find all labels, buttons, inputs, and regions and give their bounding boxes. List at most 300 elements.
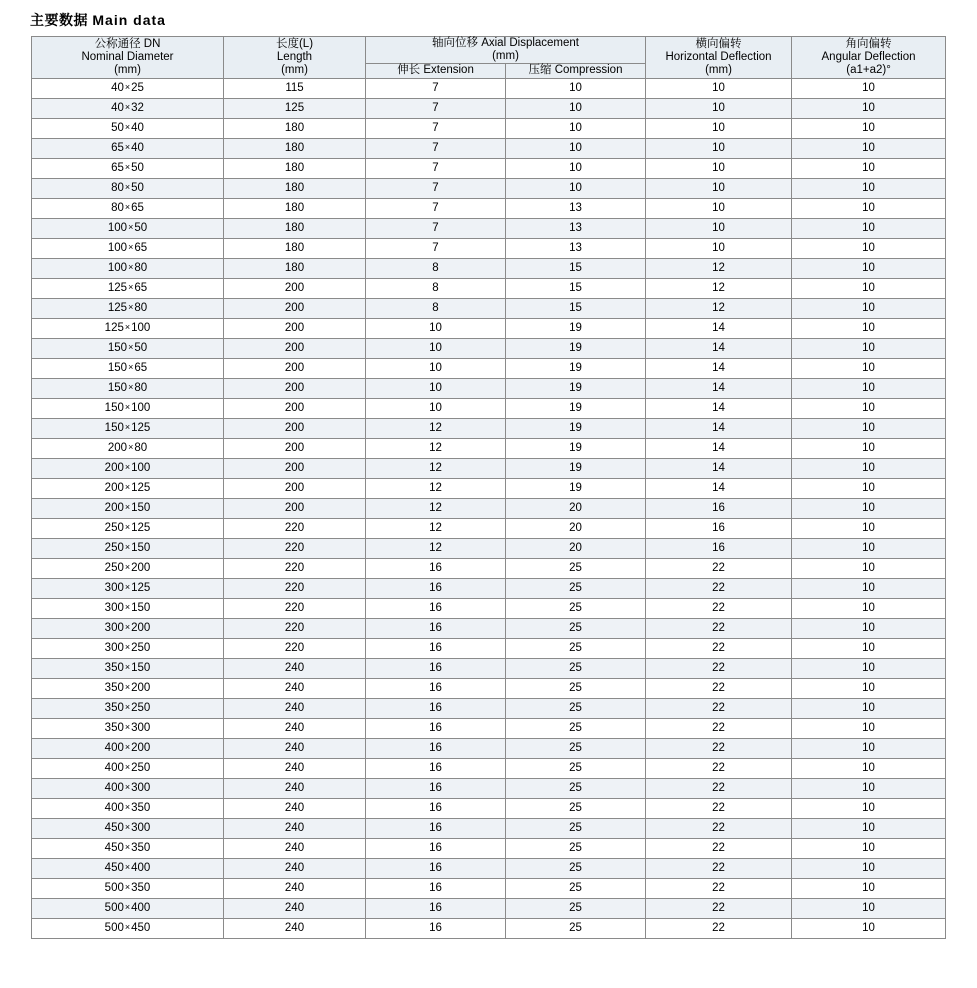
- cell-extension: 16: [366, 918, 506, 938]
- cell-extension: 7: [366, 158, 506, 178]
- cell-length: 200: [224, 498, 366, 518]
- table-row: [32, 638, 946, 658]
- cell-compression: 10: [506, 158, 646, 178]
- cell-nominal-diameter: [32, 838, 224, 858]
- multiply-icon: ×: [128, 361, 134, 372]
- cell-length: 240: [224, 838, 366, 858]
- header-horizontal-cn: 横向偏转: [695, 37, 742, 50]
- cell-length: 220: [224, 598, 366, 618]
- cell-horizontal-deflection: 12: [646, 258, 792, 278]
- dn-value-b: 50: [131, 161, 144, 174]
- cell-nominal-diameter: [32, 558, 224, 578]
- column-header-horizontal-deflection: [646, 37, 792, 79]
- page-title: [30, 10, 977, 30]
- dn-value-a: 250: [104, 521, 124, 534]
- cell-length: 240: [224, 678, 366, 698]
- multiply-icon: ×: [124, 501, 131, 512]
- cell-angular-deflection: 10: [792, 118, 946, 138]
- multiply-icon: ×: [124, 701, 131, 712]
- dn-value-b: 200: [131, 621, 151, 634]
- cell-extension: 16: [366, 678, 506, 698]
- dn-value-b: 200: [131, 561, 151, 574]
- cell-compression: 25: [506, 618, 646, 638]
- cell-extension: 10: [366, 378, 506, 398]
- cell-extension: 7: [366, 218, 506, 238]
- cell-length: 200: [224, 438, 366, 458]
- table-row: [32, 618, 946, 638]
- cell-nominal-diameter: [32, 398, 224, 418]
- multiply-icon: ×: [124, 401, 131, 412]
- cell-length: 240: [224, 778, 366, 798]
- cell-length: 220: [224, 558, 366, 578]
- dn-value-a: 100: [107, 241, 128, 254]
- multiply-icon: ×: [124, 641, 131, 652]
- dn-value-a: 350: [104, 681, 124, 694]
- dn-value-b: 40: [131, 121, 144, 134]
- cell-length: 240: [224, 738, 366, 758]
- cell-compression: 25: [506, 918, 646, 938]
- cell-horizontal-deflection: 22: [646, 618, 792, 638]
- cell-length: 240: [224, 718, 366, 738]
- cell-nominal-diameter: [32, 598, 224, 618]
- dn-value-a: 200: [104, 501, 124, 514]
- cell-compression: 25: [506, 778, 646, 798]
- dn-value-a: 150: [107, 361, 128, 374]
- cell-extension: 16: [366, 718, 506, 738]
- cell-extension: 12: [366, 458, 506, 478]
- cell-length: 180: [224, 218, 366, 238]
- dn-value-a: 100: [107, 261, 128, 274]
- cell-length: 180: [224, 258, 366, 278]
- cell-nominal-diameter: [32, 358, 224, 378]
- cell-extension: 16: [366, 658, 506, 678]
- table-row: [32, 358, 946, 378]
- dn-value-b: 300: [131, 781, 151, 794]
- cell-nominal-diameter: [32, 658, 224, 678]
- cell-angular-deflection: 10: [792, 858, 946, 878]
- dn-value-a: 300: [104, 641, 124, 654]
- cell-length: 240: [224, 898, 366, 918]
- cell-angular-deflection: 10: [792, 658, 946, 678]
- cell-length: 240: [224, 698, 366, 718]
- cell-extension: 7: [366, 178, 506, 198]
- dn-value-a: 65: [111, 141, 124, 154]
- multiply-icon: ×: [124, 121, 131, 132]
- cell-horizontal-deflection: 22: [646, 558, 792, 578]
- cell-length: 220: [224, 538, 366, 558]
- multiply-icon: ×: [128, 301, 134, 312]
- cell-length: 240: [224, 758, 366, 778]
- dn-value-b: 125: [131, 481, 151, 494]
- cell-nominal-diameter: [32, 318, 224, 338]
- cell-compression: 25: [506, 858, 646, 878]
- dn-value-a: 250: [104, 561, 124, 574]
- cell-length: 240: [224, 878, 366, 898]
- cell-angular-deflection: 10: [792, 598, 946, 618]
- multiply-icon: ×: [124, 81, 131, 92]
- cell-horizontal-deflection: 14: [646, 418, 792, 438]
- dn-value-b: 450: [131, 921, 151, 934]
- header-dn-unit: (mm): [114, 63, 141, 76]
- multiply-icon: ×: [128, 241, 134, 252]
- column-header-compression: 压缩 Compression: [506, 64, 646, 78]
- dn-value-b: 50: [131, 181, 144, 194]
- cell-angular-deflection: 10: [792, 818, 946, 838]
- cell-compression: 25: [506, 578, 646, 598]
- cell-extension: 16: [366, 638, 506, 658]
- multiply-icon: ×: [124, 661, 131, 672]
- cell-horizontal-deflection: 22: [646, 758, 792, 778]
- multiply-icon: ×: [124, 141, 131, 152]
- cell-angular-deflection: 10: [792, 498, 946, 518]
- cell-compression: 25: [506, 738, 646, 758]
- cell-length: 180: [224, 118, 366, 138]
- cell-angular-deflection: 10: [792, 398, 946, 418]
- multiply-icon: ×: [124, 581, 131, 592]
- cell-extension: 12: [366, 418, 506, 438]
- multiply-icon: ×: [124, 321, 131, 332]
- cell-compression: 15: [506, 298, 646, 318]
- cell-nominal-diameter: [32, 278, 224, 298]
- dn-value-b: 350: [131, 841, 151, 854]
- cell-compression: 25: [506, 558, 646, 578]
- cell-horizontal-deflection: 12: [646, 278, 792, 298]
- dn-value-a: 300: [104, 581, 124, 594]
- table-row: [32, 698, 946, 718]
- cell-angular-deflection: 10: [792, 298, 946, 318]
- cell-length: 200: [224, 278, 366, 298]
- column-header-length: [224, 37, 366, 79]
- cell-angular-deflection: 10: [792, 258, 946, 278]
- cell-nominal-diameter: [32, 878, 224, 898]
- cell-angular-deflection: 10: [792, 518, 946, 538]
- dn-value-b: 80: [134, 301, 148, 314]
- cell-horizontal-deflection: 22: [646, 718, 792, 738]
- cell-nominal-diameter: [32, 818, 224, 838]
- cell-compression: 25: [506, 678, 646, 698]
- cell-horizontal-deflection: 10: [646, 78, 792, 98]
- cell-angular-deflection: 10: [792, 618, 946, 638]
- cell-angular-deflection: 10: [792, 98, 946, 118]
- dn-value-a: 50: [111, 121, 124, 134]
- table-row: [32, 878, 946, 898]
- header-dn-cn: 公称通径 DN: [94, 37, 161, 50]
- cell-extension: 12: [366, 538, 506, 558]
- cell-length: 220: [224, 578, 366, 598]
- cell-length: 200: [224, 378, 366, 398]
- dn-value-a: 150: [107, 381, 128, 394]
- cell-length: 220: [224, 638, 366, 658]
- table-row: [32, 138, 946, 158]
- dn-value-b: 250: [131, 761, 151, 774]
- cell-compression: 20: [506, 498, 646, 518]
- table-row: [32, 538, 946, 558]
- dn-value-a: 350: [104, 661, 124, 674]
- cell-angular-deflection: 10: [792, 678, 946, 698]
- dn-value-a: 125: [107, 281, 128, 294]
- dn-value-b: 65: [131, 201, 144, 214]
- column-header-extension: 伸长 Extension: [366, 64, 506, 78]
- dn-value-a: 200: [107, 441, 128, 454]
- cell-angular-deflection: 10: [792, 838, 946, 858]
- dn-value-b: 125: [131, 421, 151, 434]
- dn-value-b: 300: [131, 721, 151, 734]
- cell-extension: 16: [366, 618, 506, 638]
- dn-value-b: 65: [134, 241, 148, 254]
- dn-value-b: 100: [131, 321, 151, 334]
- dn-value-a: 450: [104, 821, 124, 834]
- cell-compression: 20: [506, 518, 646, 538]
- cell-length: 180: [224, 178, 366, 198]
- cell-angular-deflection: 10: [792, 798, 946, 818]
- dn-value-b: 400: [131, 861, 151, 874]
- cell-compression: 10: [506, 138, 646, 158]
- multiply-icon: ×: [124, 481, 131, 492]
- dn-value-b: 300: [131, 821, 151, 834]
- cell-extension: 10: [366, 318, 506, 338]
- cell-compression: 25: [506, 698, 646, 718]
- cell-nominal-diameter: [32, 678, 224, 698]
- multiply-icon: ×: [124, 101, 131, 112]
- dn-value-b: 100: [131, 461, 151, 474]
- cell-angular-deflection: 10: [792, 198, 946, 218]
- cell-nominal-diameter: [32, 178, 224, 198]
- cell-horizontal-deflection: 14: [646, 458, 792, 478]
- table-row: [32, 118, 946, 138]
- multiply-icon: ×: [124, 761, 131, 772]
- cell-horizontal-deflection: 16: [646, 538, 792, 558]
- cell-length: 180: [224, 198, 366, 218]
- cell-angular-deflection: 10: [792, 438, 946, 458]
- dn-value-b: 350: [131, 801, 151, 814]
- multiply-icon: ×: [124, 201, 131, 212]
- cell-nominal-diameter: [32, 698, 224, 718]
- cell-length: 240: [224, 818, 366, 838]
- cell-extension: 12: [366, 478, 506, 498]
- cell-nominal-diameter: [32, 198, 224, 218]
- dn-value-a: 500: [104, 901, 124, 914]
- cell-horizontal-deflection: 22: [646, 918, 792, 938]
- dn-value-a: 400: [104, 761, 124, 774]
- cell-nominal-diameter: [32, 898, 224, 918]
- cell-length: 200: [224, 478, 366, 498]
- cell-horizontal-deflection: 12: [646, 298, 792, 318]
- dn-value-b: 80: [134, 441, 148, 454]
- cell-extension: 16: [366, 778, 506, 798]
- cell-extension: 10: [366, 338, 506, 358]
- cell-nominal-diameter: [32, 258, 224, 278]
- column-header-axial-displacement: [366, 37, 646, 64]
- dn-value-a: 150: [104, 421, 124, 434]
- table-row: [32, 498, 946, 518]
- dn-value-a: 80: [111, 181, 124, 194]
- cell-angular-deflection: 10: [792, 338, 946, 358]
- cell-nominal-diameter: [32, 158, 224, 178]
- header-length-en: Length: [276, 50, 313, 63]
- dn-value-b: 200: [131, 741, 151, 754]
- cell-nominal-diameter: [32, 578, 224, 598]
- multiply-icon: ×: [128, 221, 134, 232]
- cell-nominal-diameter: [32, 98, 224, 118]
- cell-horizontal-deflection: 22: [646, 858, 792, 878]
- table-row: [32, 518, 946, 538]
- dn-value-a: 40: [111, 101, 124, 114]
- cell-nominal-diameter: [32, 718, 224, 738]
- table-row: [32, 418, 946, 438]
- multiply-icon: ×: [124, 861, 131, 872]
- header-dn-en: Nominal Diameter: [81, 50, 174, 63]
- cell-horizontal-deflection: 14: [646, 338, 792, 358]
- table-row: [32, 858, 946, 878]
- table-row: [32, 718, 946, 738]
- cell-nominal-diameter: [32, 378, 224, 398]
- cell-horizontal-deflection: 10: [646, 98, 792, 118]
- dn-value-a: 500: [104, 921, 124, 934]
- dn-value-a: 150: [104, 401, 124, 414]
- cell-length: 200: [224, 338, 366, 358]
- cell-compression: 25: [506, 878, 646, 898]
- dn-value-b: 65: [134, 361, 148, 374]
- cell-nominal-diameter: [32, 138, 224, 158]
- dn-value-b: 350: [131, 881, 151, 894]
- column-header-angular-deflection: [792, 37, 946, 79]
- cell-nominal-diameter: [32, 538, 224, 558]
- table-row: [32, 558, 946, 578]
- dn-value-b: 125: [131, 581, 151, 594]
- cell-compression: 13: [506, 198, 646, 218]
- cell-horizontal-deflection: 10: [646, 178, 792, 198]
- cell-extension: 12: [366, 438, 506, 458]
- multiply-icon: ×: [124, 421, 131, 432]
- cell-compression: 10: [506, 178, 646, 198]
- cell-horizontal-deflection: 14: [646, 358, 792, 378]
- cell-angular-deflection: 10: [792, 158, 946, 178]
- table-row: [32, 198, 946, 218]
- multiply-icon: ×: [124, 721, 131, 732]
- multiply-icon: ×: [124, 181, 131, 192]
- cell-extension: 7: [366, 238, 506, 258]
- cell-compression: 25: [506, 798, 646, 818]
- table-row: [32, 238, 946, 258]
- multiply-icon: ×: [124, 921, 131, 932]
- cell-horizontal-deflection: 22: [646, 778, 792, 798]
- cell-nominal-diameter: [32, 338, 224, 358]
- cell-compression: 10: [506, 118, 646, 138]
- cell-nominal-diameter: [32, 478, 224, 498]
- cell-compression: 19: [506, 478, 646, 498]
- cell-compression: 19: [506, 438, 646, 458]
- cell-horizontal-deflection: 22: [646, 798, 792, 818]
- cell-nominal-diameter: [32, 458, 224, 478]
- cell-compression: 15: [506, 258, 646, 278]
- table-row: [32, 678, 946, 698]
- dn-value-b: 400: [131, 901, 151, 914]
- cell-extension: 12: [366, 518, 506, 538]
- cell-compression: 25: [506, 658, 646, 678]
- cell-nominal-diameter: [32, 418, 224, 438]
- cell-angular-deflection: 10: [792, 898, 946, 918]
- multiply-icon: ×: [124, 881, 131, 892]
- dn-value-b: 40: [131, 141, 144, 154]
- multiply-icon: ×: [128, 281, 134, 292]
- header-angular-en: Angular Deflection: [821, 50, 916, 63]
- cell-horizontal-deflection: 22: [646, 898, 792, 918]
- cell-angular-deflection: 10: [792, 278, 946, 298]
- cell-extension: 16: [366, 898, 506, 918]
- cell-nominal-diameter: [32, 798, 224, 818]
- cell-nominal-diameter: [32, 498, 224, 518]
- cell-compression: 19: [506, 358, 646, 378]
- cell-angular-deflection: 10: [792, 738, 946, 758]
- multiply-icon: ×: [124, 741, 131, 752]
- dn-value-b: 80: [134, 261, 148, 274]
- cell-extension: 16: [366, 798, 506, 818]
- table-row: [32, 258, 946, 278]
- table-row: [32, 158, 946, 178]
- dn-value-b: 65: [134, 281, 148, 294]
- cell-compression: 10: [506, 78, 646, 98]
- cell-horizontal-deflection: 22: [646, 818, 792, 838]
- dn-value-b: 150: [131, 601, 151, 614]
- table-row: [32, 438, 946, 458]
- header-length-cn: 长度(L): [275, 37, 314, 50]
- table-row: [32, 818, 946, 838]
- multiply-icon: ×: [124, 901, 131, 912]
- header-length-unit: (mm): [281, 63, 308, 76]
- cell-horizontal-deflection: 14: [646, 478, 792, 498]
- table-row: [32, 778, 946, 798]
- dn-value-b: 25: [131, 81, 144, 94]
- cell-extension: 8: [366, 298, 506, 318]
- multiply-icon: ×: [128, 261, 134, 272]
- cell-extension: 12: [366, 498, 506, 518]
- multiply-icon: ×: [124, 841, 131, 852]
- dn-value-b: 150: [131, 541, 151, 554]
- table-row: [32, 758, 946, 778]
- cell-angular-deflection: 10: [792, 478, 946, 498]
- cell-angular-deflection: 10: [792, 218, 946, 238]
- cell-horizontal-deflection: 22: [646, 578, 792, 598]
- dn-value-a: 400: [104, 781, 124, 794]
- cell-extension: 16: [366, 758, 506, 778]
- dn-value-a: 65: [111, 161, 124, 174]
- multiply-icon: ×: [128, 441, 134, 452]
- page-title-cn: 主要数据: [30, 12, 88, 28]
- table-row: [32, 218, 946, 238]
- cell-angular-deflection: 10: [792, 78, 946, 98]
- table-row: [32, 578, 946, 598]
- table-body: [32, 78, 946, 938]
- dn-value-b: 150: [131, 661, 151, 674]
- cell-extension: 16: [366, 818, 506, 838]
- dn-value-a: 300: [104, 601, 124, 614]
- dn-value-b: 50: [134, 341, 148, 354]
- cell-extension: 8: [366, 258, 506, 278]
- cell-horizontal-deflection: 22: [646, 598, 792, 618]
- dn-value-a: 40: [111, 81, 124, 94]
- dn-value-a: 80: [111, 201, 124, 214]
- cell-horizontal-deflection: 14: [646, 318, 792, 338]
- cell-horizontal-deflection: 22: [646, 878, 792, 898]
- multiply-icon: ×: [124, 541, 131, 552]
- dn-value-a: 350: [104, 701, 124, 714]
- column-header-nominal-diameter: [32, 37, 224, 79]
- dn-value-a: 350: [104, 721, 124, 734]
- cell-nominal-diameter: [32, 118, 224, 138]
- cell-length: 200: [224, 418, 366, 438]
- multiply-icon: ×: [124, 801, 131, 812]
- cell-compression: 13: [506, 218, 646, 238]
